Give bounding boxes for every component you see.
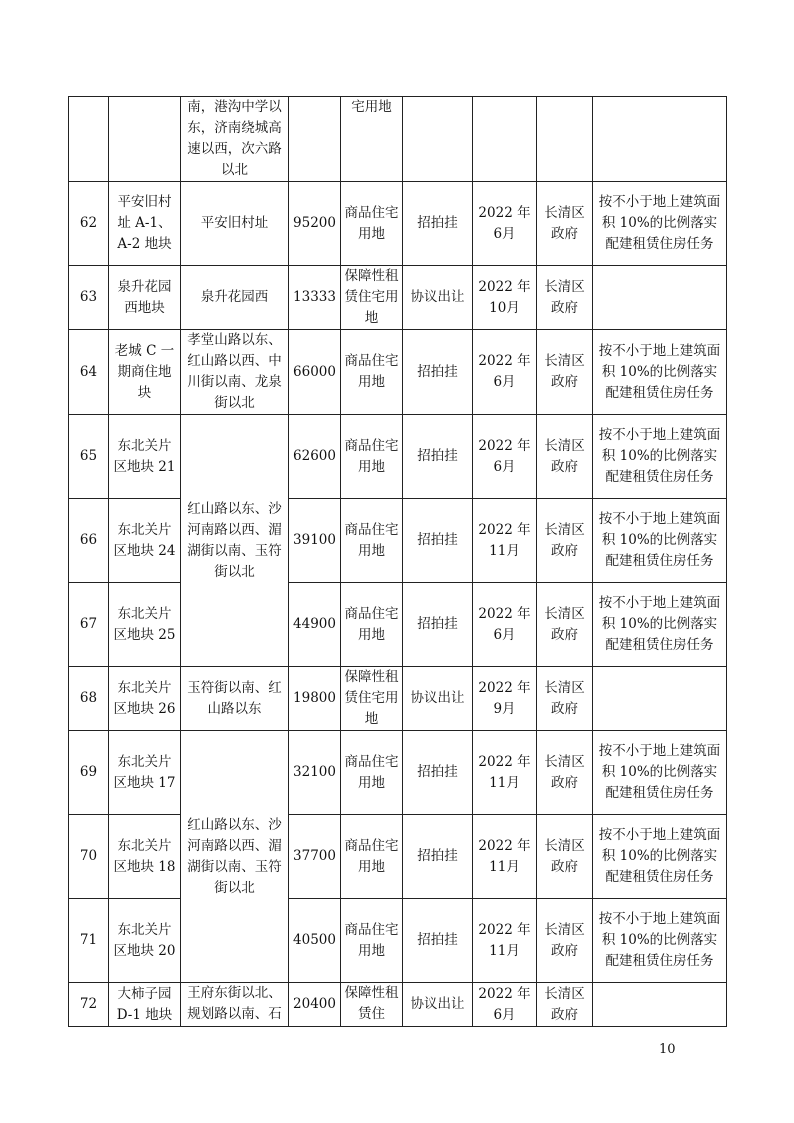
cell-location: 玉符街以南、红山路以东 [181, 667, 289, 731]
table-row [69, 899, 727, 983]
table-row [69, 815, 727, 899]
cell-time: 2022 年 10月 [473, 266, 537, 330]
cell-use: 商品住宅用地 [341, 182, 403, 266]
page-number: 10 [659, 1042, 676, 1057]
cell-method: 招拍挂 [403, 330, 473, 415]
cell-no: 68 [69, 667, 109, 731]
cell-name: 泉升花园西地块 [109, 266, 181, 330]
table-row [69, 583, 727, 667]
cell-time: 2022 年 6月 [473, 182, 537, 266]
cell-area: 66000 [289, 330, 341, 415]
cell-no: 62 [69, 182, 109, 266]
cell-dept: 长清区政府 [537, 899, 593, 983]
cell-dept: 长清区政府 [537, 415, 593, 499]
cell-area: 39100 [289, 499, 341, 583]
cell-name: 平安旧村址 A-1、A-2 地块 [109, 182, 181, 266]
cell-area: 37700 [289, 815, 341, 899]
cell-name: 东北关片区地块 26 [109, 667, 181, 731]
cell-dept: 长清区政府 [537, 667, 593, 731]
cell-dept [537, 97, 593, 182]
cell-name: 东北关片区地块 20 [109, 899, 181, 983]
cell-no: 71 [69, 899, 109, 983]
cell-name: 东北关片区地块 25 [109, 583, 181, 667]
cell-note: 按不小于地上建筑面积 10%的比例落实配建租赁住房任务 [593, 815, 727, 899]
cell-method: 协议出让 [403, 667, 473, 731]
cell-time: 2022 年 11月 [473, 815, 537, 899]
cell-name [109, 97, 181, 182]
cell-name: 大柿子园 D-1 地块 [109, 983, 181, 1027]
cell-method: 招拍挂 [403, 583, 473, 667]
cell-method: 招拍挂 [403, 815, 473, 899]
cell-area: 40500 [289, 899, 341, 983]
cell-use: 保障性租赁住宅用地 [341, 266, 403, 330]
cell-no: 67 [69, 583, 109, 667]
table-row-continued [69, 97, 727, 182]
cell-time: 2022 年 11月 [473, 731, 537, 815]
cell-no: 70 [69, 815, 109, 899]
table-row [69, 266, 727, 330]
cell-name: 东北关片区地块 18 [109, 815, 181, 899]
cell-time [473, 97, 537, 182]
table-row [69, 731, 727, 815]
cell-method: 协议出让 [403, 266, 473, 330]
cell-area: 62600 [289, 415, 341, 499]
cell-no: 65 [69, 415, 109, 499]
cell-time: 2022 年 6月 [473, 583, 537, 667]
cell-dept: 长清区政府 [537, 731, 593, 815]
table-row [69, 330, 727, 415]
cell-method: 招拍挂 [403, 415, 473, 499]
cell-time: 2022 年 9月 [473, 667, 537, 731]
cell-note: 按不小于地上建筑面积 10%的比例落实配建租赁住房任务 [593, 583, 727, 667]
cell-name: 东北关片区地块 21 [109, 415, 181, 499]
cell-dept: 长清区政府 [537, 583, 593, 667]
cell-use: 商品住宅用地 [341, 899, 403, 983]
table-row [69, 499, 727, 583]
cell-area: 13333 [289, 266, 341, 330]
cell-use: 商品住宅用地 [341, 330, 403, 415]
cell-location: 泉升花园西 [181, 266, 289, 330]
cell-location-merged: 红山路以东、沙河南路以西、湄湖街以南、玉符街以北 [181, 415, 289, 667]
cell-area: 95200 [289, 182, 341, 266]
cell-note: 按不小于地上建筑面积 10%的比例落实配建租赁住房任务 [593, 330, 727, 415]
cell-use: 保障性租赁住宅用地 [341, 667, 403, 731]
cell-no: 63 [69, 266, 109, 330]
cell-method: 协议出让 [403, 983, 473, 1027]
cell-name: 老城 C 一期商住地块 [109, 330, 181, 415]
cell-note [593, 983, 727, 1027]
cell-location: 孝堂山路以东、红山路以西、中川街以南、龙泉街以北 [181, 330, 289, 415]
cell-use: 商品住宅用地 [341, 499, 403, 583]
cell-method: 招拍挂 [403, 182, 473, 266]
cell-no: 66 [69, 499, 109, 583]
cell-no [69, 97, 109, 182]
cell-note [593, 266, 727, 330]
cell-location: 王府东街以北、规划路以南、石 [181, 983, 289, 1027]
cell-time: 2022 年 6月 [473, 330, 537, 415]
cell-method: 招拍挂 [403, 731, 473, 815]
cell-note: 按不小于地上建筑面积 10%的比例落实配建租赁住房任务 [593, 899, 727, 983]
cell-location: 南，港沟中学以东，济南绕城高速以西，次六路以北 [181, 97, 289, 182]
cell-use: 宅用地 [341, 97, 403, 182]
cell-note [593, 97, 727, 182]
cell-area [289, 97, 341, 182]
table-row [69, 415, 727, 499]
cell-time: 2022 年 6月 [473, 415, 537, 499]
table-row [69, 667, 727, 731]
cell-area: 19800 [289, 667, 341, 731]
cell-dept: 长清区政府 [537, 266, 593, 330]
cell-method: 招拍挂 [403, 899, 473, 983]
cell-area: 20400 [289, 983, 341, 1027]
cell-use: 保障性租赁住 [341, 983, 403, 1027]
cell-note [593, 667, 727, 731]
cell-time: 2022 年 11月 [473, 499, 537, 583]
cell-area: 44900 [289, 583, 341, 667]
cell-location-merged: 红山路以东、沙河南路以西、湄湖街以南、玉符街以北 [181, 731, 289, 983]
table-row [69, 983, 727, 1027]
cell-dept: 长清区政府 [537, 499, 593, 583]
cell-location: 平安旧村址 [181, 182, 289, 266]
cell-no: 64 [69, 330, 109, 415]
cell-note: 按不小于地上建筑面积 10%的比例落实配建租赁住房任务 [593, 415, 727, 499]
cell-time: 2022 年 11月 [473, 899, 537, 983]
cell-use: 商品住宅用地 [341, 731, 403, 815]
cell-method: 招拍挂 [403, 499, 473, 583]
cell-dept: 长清区政府 [537, 330, 593, 415]
cell-time: 2022 年 6月 [473, 983, 537, 1027]
cell-note: 按不小于地上建筑面积 10%的比例落实配建租赁住房任务 [593, 731, 727, 815]
cell-use: 商品住宅用地 [341, 415, 403, 499]
cell-method [403, 97, 473, 182]
cell-use: 商品住宅用地 [341, 583, 403, 667]
land-supply-table [68, 96, 727, 1027]
cell-dept: 长清区政府 [537, 815, 593, 899]
cell-dept: 长清区政府 [537, 983, 593, 1027]
cell-dept: 长清区政府 [537, 182, 593, 266]
cell-name: 东北关片区地块 17 [109, 731, 181, 815]
cell-name: 东北关片区地块 24 [109, 499, 181, 583]
cell-no: 72 [69, 983, 109, 1027]
table-row [69, 182, 727, 266]
cell-no: 69 [69, 731, 109, 815]
cell-note: 按不小于地上建筑面积 10%的比例落实配建租赁住房任务 [593, 182, 727, 266]
cell-use: 商品住宅用地 [341, 815, 403, 899]
cell-area: 32100 [289, 731, 341, 815]
cell-note: 按不小于地上建筑面积 10%的比例落实配建租赁住房任务 [593, 499, 727, 583]
